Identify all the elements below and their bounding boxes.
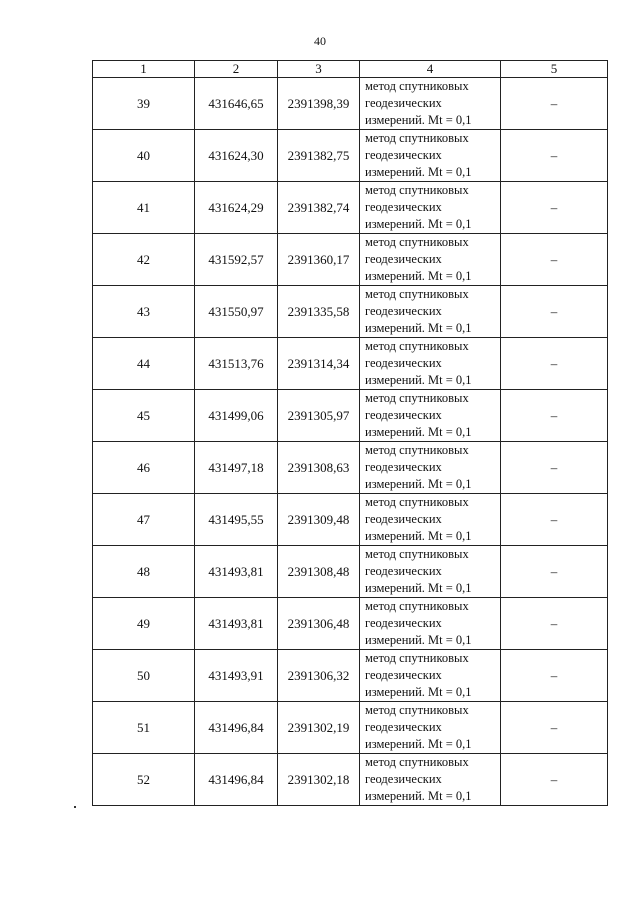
point-number-cell: 50 [93, 650, 195, 702]
method-cell [360, 442, 501, 494]
x-coordinate-cell: 431624,29 [195, 182, 278, 234]
x-coordinate-cell: 431496,84 [195, 702, 278, 754]
note-cell: – [501, 390, 608, 442]
method-line: метод спутниковых [365, 183, 469, 197]
method-line: метод спутниковых [365, 703, 469, 717]
y-coordinate-cell: 2391302,18 [278, 754, 360, 806]
y-coordinate-cell: 2391335,58 [278, 286, 360, 338]
method-line: метод спутниковых [365, 755, 469, 769]
method-line: геодезических [365, 96, 442, 110]
note-cell: – [501, 494, 608, 546]
point-number-cell: 52 [93, 754, 195, 806]
y-coordinate-cell: 2391309,48 [278, 494, 360, 546]
coordinates-table [92, 60, 608, 806]
method-line: геодезических [365, 564, 442, 578]
method-line: измерений. Mt = 0,1 [365, 321, 472, 335]
table-body [93, 78, 608, 806]
header-col-1: 1 [93, 61, 195, 78]
method-line: измерений. Mt = 0,1 [365, 581, 472, 595]
method-cell [360, 546, 501, 598]
y-coordinate-cell: 2391382,74 [278, 182, 360, 234]
method-line: метод спутниковых [365, 443, 469, 457]
method-line: геодезических [365, 720, 442, 734]
method-line: геодезических [365, 408, 442, 422]
method-line: метод спутниковых [365, 495, 469, 509]
note-cell: – [501, 130, 608, 182]
method-line: измерений. Mt = 0,1 [365, 425, 472, 439]
method-cell [360, 338, 501, 390]
method-line: измерений. Mt = 0,1 [365, 373, 472, 387]
point-number-cell: 44 [93, 338, 195, 390]
table-row [93, 338, 608, 390]
y-coordinate-cell: 2391382,75 [278, 130, 360, 182]
table-row [93, 546, 608, 598]
point-number-cell: 49 [93, 598, 195, 650]
y-coordinate-cell: 2391398,39 [278, 78, 360, 130]
header-col-3: 3 [278, 61, 360, 78]
method-line: геодезических [365, 616, 442, 630]
table-row [93, 754, 608, 806]
y-coordinate-cell: 2391302,19 [278, 702, 360, 754]
table-row [93, 494, 608, 546]
y-coordinate-cell: 2391305,97 [278, 390, 360, 442]
point-number-cell: 39 [93, 78, 195, 130]
table-row [93, 130, 608, 182]
method-line: измерений. Mt = 0,1 [365, 529, 472, 543]
method-line: геодезических [365, 356, 442, 370]
x-coordinate-cell: 431495,55 [195, 494, 278, 546]
method-line: метод спутниковых [365, 79, 469, 93]
method-line: метод спутниковых [365, 651, 469, 665]
x-coordinate-cell: 431493,81 [195, 546, 278, 598]
x-coordinate-cell: 431493,91 [195, 650, 278, 702]
method-cell [360, 650, 501, 702]
note-cell: – [501, 234, 608, 286]
method-line: геодезических [365, 148, 442, 162]
method-cell [360, 130, 501, 182]
method-line: измерений. Mt = 0,1 [365, 477, 472, 491]
method-cell [360, 494, 501, 546]
point-number-cell: 45 [93, 390, 195, 442]
note-cell: – [501, 338, 608, 390]
point-number-cell: 47 [93, 494, 195, 546]
y-coordinate-cell: 2391306,48 [278, 598, 360, 650]
header-col-2: 2 [195, 61, 278, 78]
method-cell [360, 598, 501, 650]
x-coordinate-cell: 431493,81 [195, 598, 278, 650]
method-line: измерений. Mt = 0,1 [365, 165, 472, 179]
table-row [93, 234, 608, 286]
point-number-cell: 40 [93, 130, 195, 182]
method-line: измерений. Mt = 0,1 [365, 269, 472, 283]
method-line: геодезических [365, 200, 442, 214]
table-row [93, 78, 608, 130]
x-coordinate-cell: 431496,84 [195, 754, 278, 806]
scan-dot [74, 806, 76, 808]
page-number: 40 [314, 34, 326, 48]
table-row [93, 702, 608, 754]
method-line: метод спутниковых [365, 339, 469, 353]
method-line: геодезических [365, 772, 442, 786]
x-coordinate-cell: 431513,76 [195, 338, 278, 390]
point-number-cell: 46 [93, 442, 195, 494]
method-line: геодезических [365, 668, 442, 682]
table-header [93, 61, 608, 78]
y-coordinate-cell: 2391308,48 [278, 546, 360, 598]
x-coordinate-cell: 431499,06 [195, 390, 278, 442]
point-number-cell: 41 [93, 182, 195, 234]
header-col-4: 4 [360, 61, 501, 78]
note-cell: – [501, 598, 608, 650]
point-number-cell: 42 [93, 234, 195, 286]
method-cell [360, 286, 501, 338]
table-row [93, 650, 608, 702]
method-line: метод спутниковых [365, 547, 469, 561]
method-line: геодезических [365, 512, 442, 526]
method-line: геодезических [365, 304, 442, 318]
method-cell [360, 390, 501, 442]
note-cell: – [501, 754, 608, 806]
method-line: измерений. Mt = 0,1 [365, 789, 472, 803]
note-cell: – [501, 702, 608, 754]
method-cell [360, 234, 501, 286]
y-coordinate-cell: 2391314,34 [278, 338, 360, 390]
x-coordinate-cell: 431550,97 [195, 286, 278, 338]
note-cell: – [501, 650, 608, 702]
point-number-cell: 48 [93, 546, 195, 598]
method-line: геодезических [365, 460, 442, 474]
table-row [93, 286, 608, 338]
method-line: измерений. Mt = 0,1 [365, 217, 472, 231]
table-row [93, 598, 608, 650]
method-line: метод спутниковых [365, 131, 469, 145]
note-cell: – [501, 442, 608, 494]
y-coordinate-cell: 2391308,63 [278, 442, 360, 494]
table-row [93, 182, 608, 234]
header-row [93, 61, 608, 78]
y-coordinate-cell: 2391306,32 [278, 650, 360, 702]
table-row [93, 442, 608, 494]
method-cell [360, 754, 501, 806]
method-line: метод спутниковых [365, 235, 469, 249]
point-number-cell: 43 [93, 286, 195, 338]
note-cell: – [501, 546, 608, 598]
x-coordinate-cell: 431592,57 [195, 234, 278, 286]
point-number-cell: 51 [93, 702, 195, 754]
note-cell: – [501, 78, 608, 130]
method-line: метод спутниковых [365, 391, 469, 405]
x-coordinate-cell: 431624,30 [195, 130, 278, 182]
method-line: измерений. Mt = 0,1 [365, 737, 472, 751]
method-line: метод спутниковых [365, 287, 469, 301]
method-line: измерений. Mt = 0,1 [365, 633, 472, 647]
method-cell [360, 182, 501, 234]
note-cell: – [501, 182, 608, 234]
method-cell [360, 78, 501, 130]
method-line: измерений. Mt = 0,1 [365, 685, 472, 699]
table-row [93, 390, 608, 442]
header-col-5: 5 [501, 61, 608, 78]
y-coordinate-cell: 2391360,17 [278, 234, 360, 286]
method-line: измерений. Mt = 0,1 [365, 113, 472, 127]
x-coordinate-cell: 431646,65 [195, 78, 278, 130]
method-line: метод спутниковых [365, 599, 469, 613]
method-cell [360, 702, 501, 754]
x-coordinate-cell: 431497,18 [195, 442, 278, 494]
note-cell: – [501, 286, 608, 338]
method-line: геодезических [365, 252, 442, 266]
